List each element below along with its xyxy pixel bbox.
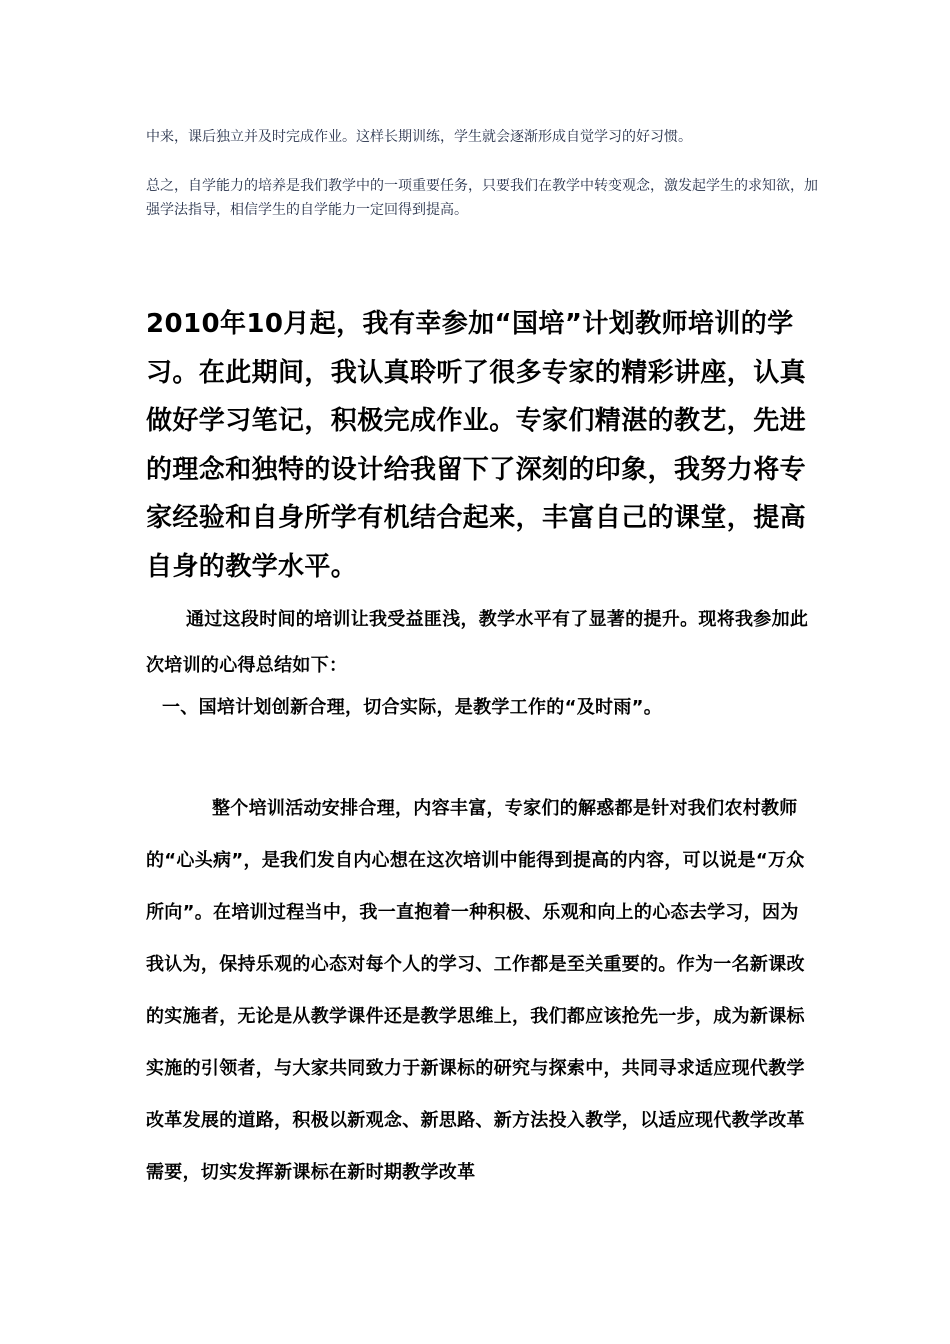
paragraph-conclusion: 总之，自学能力的培养是我们教学中的一项重要任务，只要我们在教学中转变观念，激发起学生的求知欲，加强学法指导，相信学生的自学能力一定回得到提高。: [146, 178, 818, 218]
section-heading-1: 一、国培计划创新合理，切合实际，是教学工作的“及时雨”。: [162, 697, 663, 718]
lead-paragraph: 2010年10月起，我有幸参加“国培”计划教师培训的学习。在此期间，我认真聆听了很多专家的精彩讲座，认真做好学习笔记，积极完成作业。专家们精湛的教艺，先进的理念和独特的设计给我留下了深刻的印象，我努力将专家经验和自身所学有机结合起来，丰富自己的课堂，提高自身的教学水平。: [146, 309, 807, 582]
paragraph-section-1: 整个培训活动安排合理，内容丰富，专家们的解惑都是针对我们农村教师的“心头病”，是我们发自内心想在这次培训中能得到提高的内容，可以说是“万众所向”。在培训过程当中，我一直抱着一种积极、乐观和向上的心态去学习，因为我认为，保持乐观的心态对每个人的学习、工作都是至关重要的。作为一名新课改的实施者，无论是从教学课件还是教学思维上，我们都应该抢先一步，成为新课标实施的引领者，与大家共同致力于新课标的研究与探索中，共同寻求适应现代教学改革发展的道路，积极以新观念、新思路、新方法投入教学，以适应现代教学改革需要，切实发挥新课标在新时期教学改革: [146, 798, 805, 1183]
paragraph-continuation: 中来，课后独立并及时完成作业。这样长期训练，学生就会逐渐形成自觉学习的好习惯。: [146, 129, 692, 145]
paragraph-intro: 通过这段时间的培训让我受益匪浅，教学水平有了显著的提升。现将我参加此次培训的心得总结如下：: [146, 609, 809, 676]
